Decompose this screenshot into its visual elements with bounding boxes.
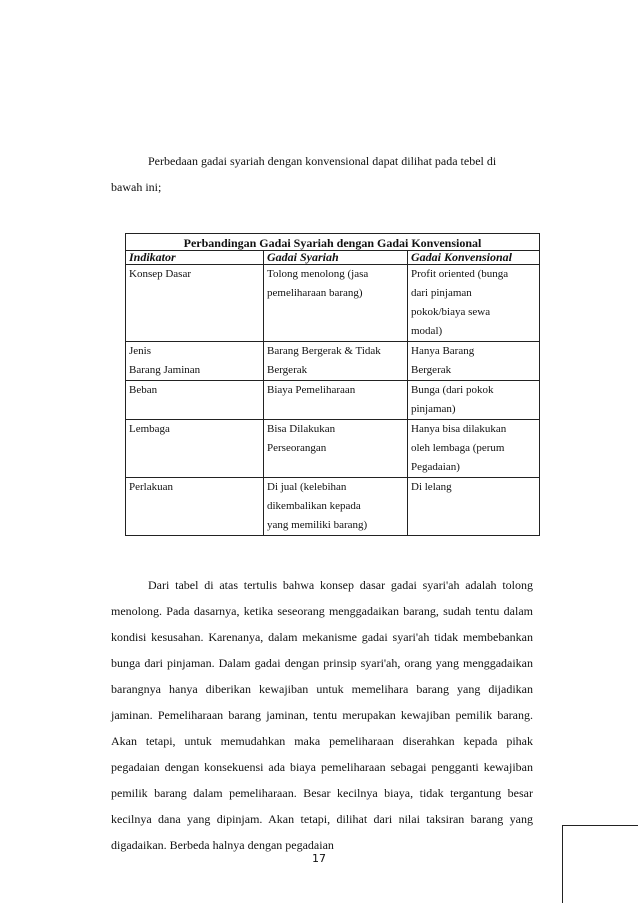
- table-row: [126, 420, 540, 478]
- table-cell-indikator: [126, 381, 264, 420]
- cell-line: pokok/biaya sewa: [411, 306, 491, 318]
- body-paragraph: [111, 572, 533, 858]
- cell-line: Bergerak: [411, 364, 452, 376]
- cell-line: Di lelang: [411, 481, 452, 493]
- intro-paragraph: [111, 148, 533, 200]
- cell-line: pemeliharaan barang): [267, 287, 363, 299]
- page-number: 17: [312, 852, 326, 865]
- table-cell-konvensional: [408, 265, 540, 342]
- table-cell-indikator: [126, 342, 264, 381]
- table-cell-indikator: [126, 420, 264, 478]
- body-text: Dari tabel di atas tertulis bahwa konsep dasar gadai syari'ah adalah tolong menolong. Pada dasarnya, ketika seseorang menggadaikan barang, sudah tentu dalam kondisi kesusahan. Karenanya, dalam mekanisme gadai syari'ah tidak membebankan bunga dari pinjaman. Dalam gadai dengan prinsip syari'ah, orang yang menggadaikan barangnya hanya diberikan kewajiban untuk memelihara barang yang dijadikan jaminan. Pemeliharaan barang jaminan, tentu merupakan kewajiban pemilik barang. Akan tetapi, untuk memudahkan maka pemeliharaan diserahkan kepada pihak pegadaian dengan konsekuensi ada biaya pemeliharaan sebagai pengganti kewajiban pemilik barang dalam pemeliharaan. Besar kecilnya biaya, tidak tergantung besar kecilnya dana yang dipinjam. Akan tetapi, dilihat dari nilai taksiran barang yang digadaikan. Berbeda halnya dengan pegadaian: [111, 578, 533, 852]
- table-row: [126, 265, 540, 342]
- cell-line: dari pinjaman: [411, 287, 472, 299]
- cell-line: Bergerak: [267, 364, 308, 376]
- cell-line: Barang Bergerak & Tidak: [267, 345, 381, 357]
- cell-line: Biaya Pemeliharaan: [267, 384, 356, 396]
- header-gadai-konvensional: Gadai Konvensional: [408, 251, 540, 265]
- comparison-table: [125, 233, 540, 536]
- comparison-table-container: [125, 233, 539, 536]
- table-cell-indikator: [126, 478, 264, 536]
- table-cell-syariah: [264, 265, 408, 342]
- cell-line: Konsep Dasar: [129, 268, 192, 280]
- corner-box: [562, 825, 638, 903]
- table-cell-syariah: [264, 478, 408, 536]
- cell-line: Hanya bisa dilakukan: [411, 423, 507, 435]
- cell-line: Tolong menolong (jasa: [267, 268, 369, 280]
- table-cell-syariah: [264, 381, 408, 420]
- cell-line: oleh lembaga (perum: [411, 442, 505, 454]
- table-cell-konvensional: [408, 478, 540, 536]
- cell-line: dikembalikan kepada: [267, 500, 361, 512]
- cell-line: Beban: [129, 384, 158, 396]
- table-cell-indikator: [126, 265, 264, 342]
- table-row: [126, 478, 540, 536]
- cell-line: Di jual (kelebihan: [267, 481, 347, 493]
- table-row: [126, 342, 540, 381]
- cell-line: Perlakuan: [129, 481, 173, 493]
- table-title: Perbandingan Gadai Syariah dengan Gadai Konvensional: [125, 233, 540, 250]
- cell-line: Jenis: [129, 345, 151, 357]
- cell-line: Lembaga: [129, 423, 170, 435]
- cell-line: Bisa Dilakukan: [267, 423, 336, 435]
- table-cell-konvensional: [408, 420, 540, 478]
- table-row: [126, 381, 540, 420]
- table-cell-syariah: [264, 342, 408, 381]
- cell-line: Barang Jaminan: [129, 364, 201, 376]
- table-cell-konvensional: [408, 381, 540, 420]
- cell-line: pinjaman): [411, 403, 456, 415]
- cell-line: yang memiliki barang): [267, 519, 368, 531]
- intro-line-1: Perbedaan gadai syariah dengan konvensional dapat dilihat pada tebel di: [148, 154, 497, 168]
- table-header-row: [126, 251, 540, 265]
- cell-line: Pegadaian): [411, 461, 460, 473]
- cell-line: modal): [411, 325, 443, 337]
- table-cell-konvensional: [408, 342, 540, 381]
- cell-line: Profit oriented (bunga: [411, 268, 509, 280]
- header-gadai-syariah: Gadai Syariah: [264, 251, 408, 265]
- cell-line: Bunga (dari pokok: [411, 384, 494, 396]
- cell-line: Perseorangan: [267, 442, 327, 454]
- cell-line: Hanya Barang: [411, 345, 475, 357]
- intro-line-2: bawah ini;: [111, 180, 162, 194]
- table-cell-syariah: [264, 420, 408, 478]
- header-indikator: Indikator: [126, 251, 264, 265]
